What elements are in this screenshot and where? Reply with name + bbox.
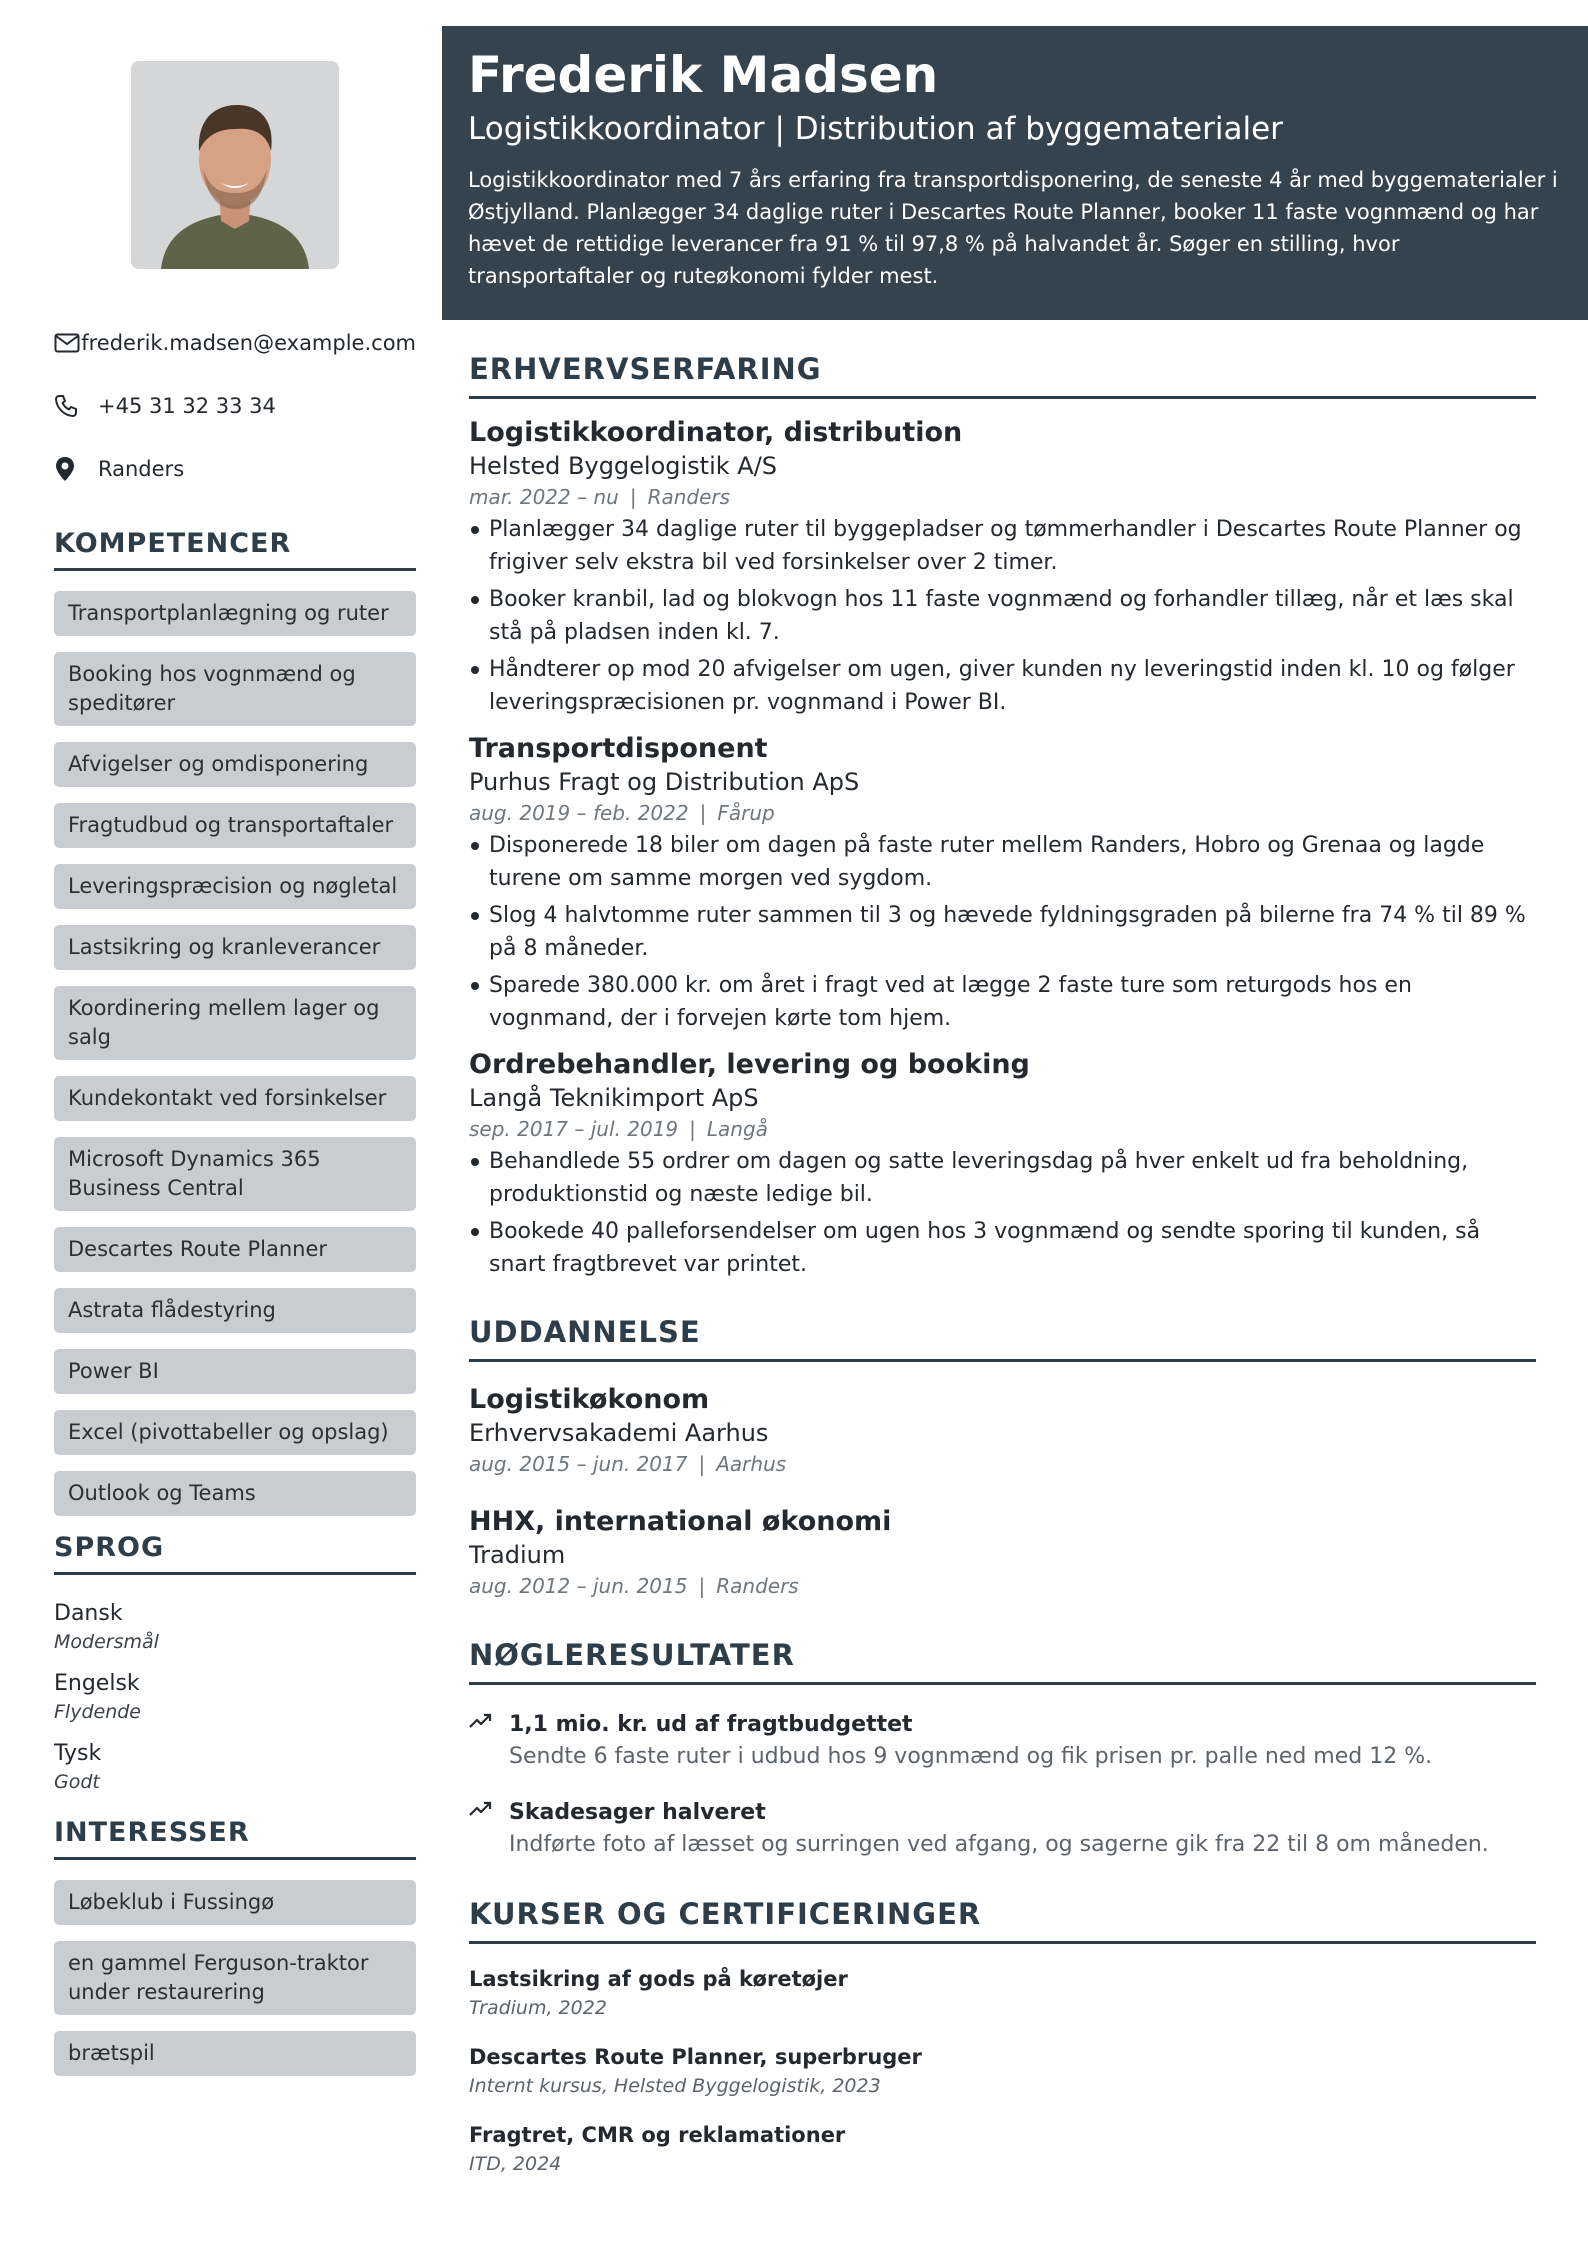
job-bullets	[469, 1145, 1536, 1281]
main-content	[469, 352, 1536, 2178]
portrait-image	[131, 61, 339, 269]
interests-list	[54, 1880, 416, 2076]
job-meta	[469, 482, 1536, 513]
language-item	[54, 1739, 416, 1795]
education-entry	[469, 1382, 1536, 1480]
meta-separator: |	[698, 1574, 706, 1598]
skills-list	[54, 591, 416, 1516]
education-list	[469, 1382, 1536, 1602]
course-name: Fragtret, CMR og reklamationer	[469, 2123, 846, 2147]
job-bullets	[469, 829, 1536, 1035]
language-item	[54, 1669, 416, 1725]
candidate-name: Frederik Madsen	[468, 46, 939, 104]
contact-email[interactable]	[54, 311, 416, 374]
course-meta: ITD, 2024	[469, 2153, 562, 2175]
job-entry	[469, 415, 1536, 719]
meta-separator: |	[699, 801, 707, 825]
education-location: Aarhus	[716, 1452, 787, 1476]
interests-section	[54, 1817, 416, 2076]
course-item	[469, 2042, 1536, 2100]
language-item	[54, 1599, 416, 1655]
skill-chip: Kundekontakt ved forsinkelser	[54, 1076, 416, 1121]
header-band	[442, 26, 1588, 320]
courses-list	[469, 1964, 1536, 2178]
job-period: aug. 2019 – feb. 2022	[469, 801, 689, 825]
course-meta: Tradium, 2022	[469, 1997, 607, 2019]
interest-chip: brætspil	[54, 2031, 416, 2076]
language-level: Modersmål	[54, 1631, 159, 1653]
skills-heading: KOMPETENCER	[54, 528, 416, 571]
phone-text: +45 31 32 33 34	[98, 393, 276, 418]
skill-chip: Astrata flådestyring	[54, 1288, 416, 1333]
profile-summary: Logistikkoordinator med 7 års erfaring fra transportdisponering, de seneste 4 år med byggematerialer i Østjylland. Planlægger 34 daglige ruter i Descartes Route Planner, booker 11 faste vognmænd og har hævet de rettidige leverancer fra 91 % til 97,8 % på halvandet år. Søger en stilling, hvor transportaftaler og ruteøkonomi fylder mest.	[468, 168, 1558, 288]
location-pin-icon	[54, 456, 98, 482]
languages-section	[54, 1532, 416, 1795]
course-item	[469, 1964, 1536, 2022]
interests-heading: INTERESSER	[54, 1817, 416, 1860]
job-title: Transportdisponent	[469, 733, 768, 764]
course-meta: Internt kursus, Helsted Byggelogistik, 2023	[469, 2075, 881, 2097]
job-bullet: Behandlede 55 ordrer om dagen og satte leveringsdag på hver enkelt ud fra beholdning, produktionstid og næste ledige bil.	[469, 1145, 1536, 1211]
language-name: Dansk	[54, 1601, 123, 1626]
job-entry	[469, 731, 1536, 1035]
phone-icon	[54, 394, 98, 418]
result-body	[509, 1709, 1432, 1773]
trending-up-icon	[469, 1709, 509, 1773]
job-bullet: Bookede 40 palleforsendelser om ugen hos 3 vognmænd og sendte sporing til kunden, så snart fragtbrevet var printet.	[469, 1215, 1536, 1281]
job-bullet: Sparede 380.000 kr. om året i fragt ved at lægge 2 faste ture som returgods hos en vognmand, der i forvejen kørte tom hjem.	[469, 969, 1536, 1035]
result-description: Indførte foto af læsset og surringen ved afgang, og sagerne gik fra 22 til 8 om måneden.	[509, 1832, 1489, 1857]
courses-section	[469, 1897, 1536, 2178]
results-section	[469, 1638, 1536, 1861]
meta-separator: |	[629, 485, 637, 509]
language-name: Tysk	[54, 1741, 102, 1766]
job-meta	[469, 1114, 1536, 1145]
education-period: aug. 2015 – jun. 2017	[469, 1452, 688, 1476]
language-level: Flydende	[54, 1701, 141, 1723]
job-bullets	[469, 513, 1536, 719]
job-entry	[469, 1047, 1536, 1281]
result-body	[509, 1797, 1489, 1861]
job-company: Helsted Byggelogistik A/S	[469, 452, 778, 480]
skill-chip: Microsoft Dynamics 365 Business Central	[54, 1137, 416, 1211]
job-company: Langå Teknikimport ApS	[469, 1084, 759, 1112]
skill-chip: Booking hos vognmænd og speditører	[54, 652, 416, 726]
skill-chip: Descartes Route Planner	[54, 1227, 416, 1272]
email-text: frederik.madsen@example.com	[81, 330, 416, 355]
skill-chip: Afvigelser og omdisponering	[54, 742, 416, 787]
meta-separator: |	[698, 1452, 706, 1476]
candidate-title: Logistikkoordinator | Distribution af byggematerialer	[468, 111, 1283, 147]
education-degree: HHX, international økonomi	[469, 1506, 892, 1537]
education-school: Erhvervsakademi Aarhus	[469, 1419, 769, 1447]
job-bullet: Booker kranbil, lad og blokvogn hos 11 faste vognmænd og forhandler tillæg, når et læs skal stå på pladsen inden kl. 7.	[469, 583, 1536, 649]
job-bullet: Håndterer op mod 20 afvigelser om ugen, giver kunden ny leveringstid inden kl. 10 og følger leveringspræcisionen pr. vognmand i Power BI.	[469, 653, 1536, 719]
job-location: Fårup	[717, 801, 775, 825]
language-level: Godt	[54, 1771, 100, 1793]
result-title: Skadesager halveret	[509, 1800, 766, 1825]
skill-chip: Fragtudbud og transportaftaler	[54, 803, 416, 848]
skills-section	[54, 528, 416, 1516]
job-title: Ordrebehandler, levering og booking	[469, 1049, 1030, 1080]
skill-chip: Outlook og Teams	[54, 1471, 416, 1516]
job-company: Purhus Fragt og Distribution ApS	[469, 768, 860, 796]
result-title: 1,1 mio. kr. ud af fragtbudgettet	[509, 1712, 913, 1737]
skill-chip: Power BI	[54, 1349, 416, 1394]
course-name: Lastsikring af gods på køretøjer	[469, 1967, 848, 1991]
education-location: Randers	[716, 1574, 799, 1598]
job-meta	[469, 798, 1536, 829]
sidebar	[54, 61, 416, 2092]
meta-separator: |	[689, 1117, 696, 1141]
result-item	[469, 1797, 1536, 1861]
education-meta	[469, 1571, 1536, 1602]
job-period: mar. 2022 – nu	[469, 485, 619, 509]
interest-chip: Løbeklub i Fussingø	[54, 1880, 416, 1925]
course-name: Descartes Route Planner, superbruger	[469, 2045, 922, 2069]
courses-heading: KURSER OG CERTIFICERINGER	[469, 1897, 1536, 1944]
job-title: Logistikkoordinator, distribution	[469, 417, 963, 448]
results-heading: NØGLERESULTATER	[469, 1638, 1536, 1685]
experience-section	[469, 352, 1536, 1281]
job-bullet: Disponerede 18 biler om dagen på faste ruter mellem Randers, Hobro og Grenaa og lagde turene om samme morgen ved sygdom.	[469, 829, 1536, 895]
location-text: Randers	[98, 456, 185, 481]
skill-chip: Excel (pivottabeller og opslag)	[54, 1410, 416, 1455]
education-period: aug. 2012 – jun. 2015	[469, 1574, 688, 1598]
result-item	[469, 1709, 1536, 1773]
skill-chip: Transportplanlægning og ruter	[54, 591, 416, 636]
mail-icon	[54, 333, 81, 353]
contact-location	[54, 437, 416, 500]
education-meta	[469, 1449, 1536, 1480]
education-section	[469, 1315, 1536, 1602]
result-description: Sendte 6 faste ruter i udbud hos 9 vognmænd og fik prisen pr. palle ned med 12 %.	[509, 1744, 1433, 1769]
experience-heading: ERHVERVSERFARING	[469, 352, 1536, 399]
job-location: Langå	[706, 1117, 768, 1141]
course-item	[469, 2120, 1536, 2178]
results-list	[469, 1709, 1536, 1861]
job-location: Randers	[647, 485, 731, 509]
education-degree: Logistikøkonom	[469, 1384, 710, 1415]
job-list	[469, 415, 1536, 1281]
contact-list	[54, 311, 416, 500]
profile-photo	[131, 61, 339, 269]
education-school: Tradium	[469, 1541, 566, 1569]
languages-list	[54, 1599, 416, 1795]
languages-heading: SPROG	[54, 1532, 416, 1575]
job-bullet: Planlægger 34 daglige ruter til byggepladser og tømmerhandler i Descartes Route Planner og frigiver selv ekstra bil ved forsinkelser over 2 timer.	[469, 513, 1536, 579]
job-period: sep. 2017 – jul. 2019	[469, 1117, 679, 1141]
interest-chip: en gammel Ferguson-traktor under restaurering	[54, 1941, 416, 2015]
education-heading: UDDANNELSE	[469, 1315, 1536, 1362]
language-name: Engelsk	[54, 1671, 140, 1696]
education-entry	[469, 1504, 1536, 1602]
skill-chip: Leveringspræcision og nøgletal	[54, 864, 416, 909]
job-bullet: Slog 4 halvtomme ruter sammen til 3 og hævede fyldningsgraden på bilerne fra 74 % til 89 % på 8 måneder.	[469, 899, 1536, 965]
skill-chip: Koordinering mellem lager og salg	[54, 986, 416, 1060]
contact-phone[interactable]	[54, 374, 416, 437]
skill-chip: Lastsikring og kranleverancer	[54, 925, 416, 970]
trending-up-icon	[469, 1797, 509, 1861]
